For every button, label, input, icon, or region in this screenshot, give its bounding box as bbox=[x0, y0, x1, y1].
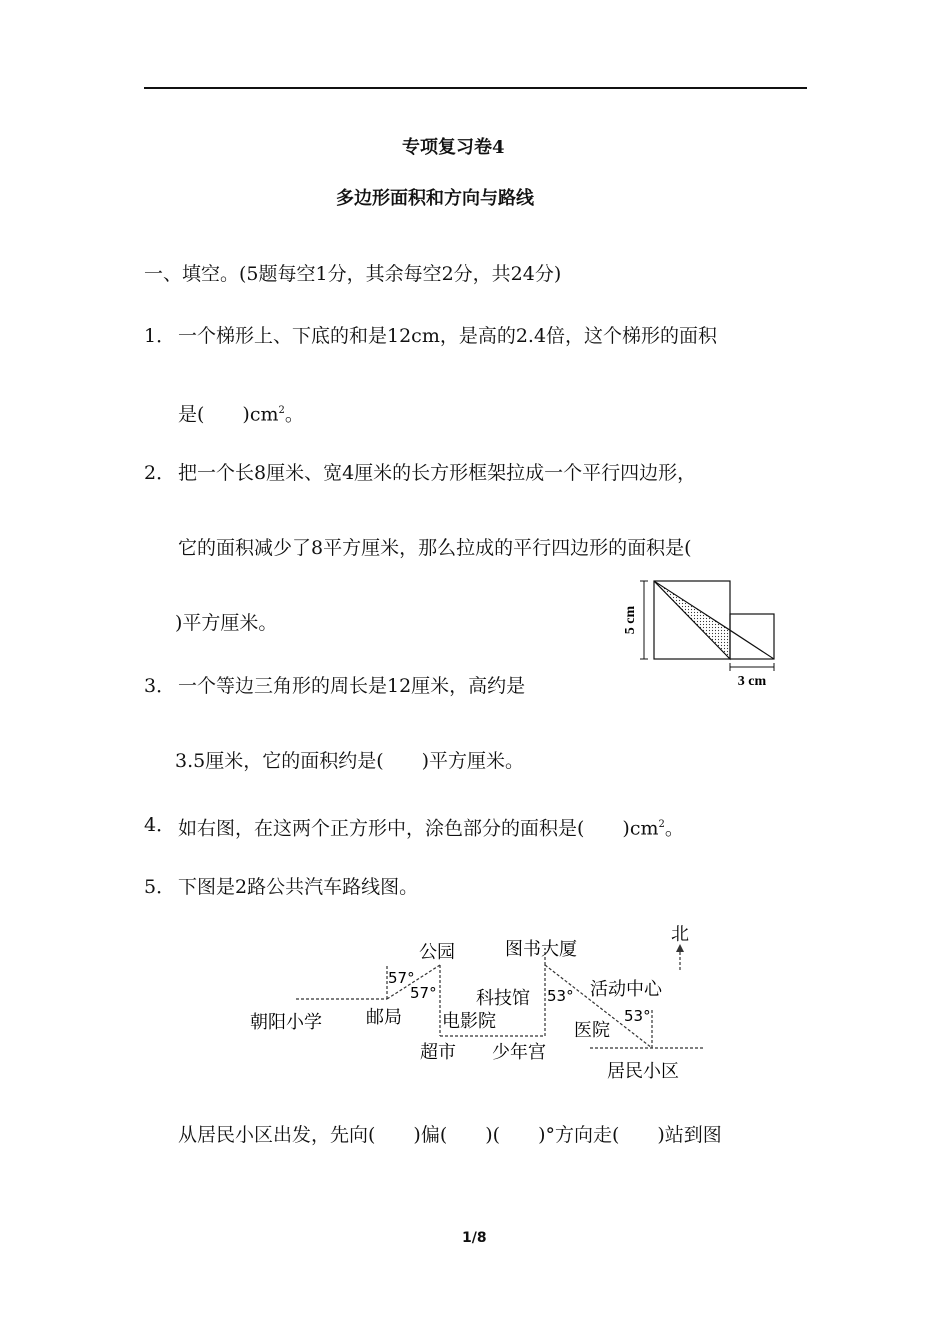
header-rule bbox=[144, 87, 807, 89]
bus-route-map bbox=[240, 920, 720, 1090]
q4-line1 bbox=[178, 813, 684, 840]
stop-youth-palace: 少年宫 bbox=[492, 1042, 546, 1063]
page-subtitle: 多边形面积和方向与路线 bbox=[336, 188, 534, 209]
q4-line1-text: 如右图，在这两个正方形中，涂色部分的面积是( )cm bbox=[178, 817, 659, 840]
q4-line1-end: 。 bbox=[664, 817, 684, 840]
q5-line1: 下图是2路公共汽车路线图。 bbox=[178, 876, 419, 898]
stop-library: 图书大厦 bbox=[505, 939, 577, 960]
inner-diagonal bbox=[654, 581, 730, 659]
two-squares-figure bbox=[618, 572, 783, 692]
q2-line3: )平方厘米。 bbox=[175, 612, 278, 634]
q4-number: 4． bbox=[144, 814, 176, 836]
page-number: 1/8 bbox=[462, 1230, 487, 1246]
q1-number: 1． bbox=[144, 325, 176, 347]
q1-line1: 一个梯形上、下底的和是12cm，是高的2.4倍，这个梯形的面积 bbox=[178, 325, 718, 347]
section-heading: 一、填空。(5题每空1分，其余每空2分，共24分) bbox=[144, 263, 562, 285]
q1-line2-text: 是( )cm bbox=[178, 403, 279, 426]
q1-superscript: 2 bbox=[278, 405, 285, 416]
q2-line2: 它的面积减少了8平方厘米，那么拉成的平行四边形的面积是( bbox=[178, 537, 692, 559]
width-label: 3 cm bbox=[737, 674, 767, 689]
stop-school: 朝阳小学 bbox=[250, 1012, 322, 1033]
angle-label-2: 57° bbox=[410, 984, 437, 1002]
angle-label-3: 53° bbox=[547, 987, 574, 1005]
q4-superscript: 2 bbox=[658, 819, 665, 830]
stop-supermarket: 超市 bbox=[420, 1042, 456, 1063]
q1-line2-end: 。 bbox=[284, 403, 304, 426]
stop-park: 公园 bbox=[419, 942, 455, 963]
page-title: 专项复习卷4 bbox=[402, 137, 505, 158]
q3-line2: 3.5厘米，它的面积约是( )平方厘米。 bbox=[175, 750, 525, 772]
q1-line2 bbox=[178, 399, 304, 426]
north-label: 北 bbox=[671, 924, 689, 945]
stop-activity-center: 活动中心 bbox=[590, 979, 662, 1000]
q2-number: 2． bbox=[144, 462, 176, 484]
stop-science-museum: 科技馆 bbox=[476, 988, 530, 1009]
stop-cinema: 电影院 bbox=[442, 1011, 496, 1032]
angle-label-4: 53° bbox=[624, 1007, 651, 1025]
q2-line1: 把一个长8厘米、宽4厘米的长方形框架拉成一个平行四边形， bbox=[178, 462, 697, 484]
q3-number: 3． bbox=[144, 675, 176, 697]
q3-line1: 一个等边三角形的周长是12厘米，高约是 bbox=[178, 675, 526, 697]
q5-line2: 从居民小区出发，先向( )偏( )( )°方向走( )站到图 bbox=[178, 1124, 722, 1146]
inner-edge bbox=[730, 630, 774, 659]
small-square bbox=[730, 614, 774, 659]
q5-number: 5． bbox=[144, 876, 176, 898]
north-arrow-icon bbox=[676, 944, 684, 952]
stop-hospital: 医院 bbox=[574, 1020, 610, 1041]
stop-residential: 居民小区 bbox=[607, 1061, 679, 1082]
height-label: 5 cm bbox=[623, 605, 638, 635]
stop-post-office: 邮局 bbox=[366, 1007, 402, 1028]
angle-label-1: 57° bbox=[388, 969, 415, 987]
